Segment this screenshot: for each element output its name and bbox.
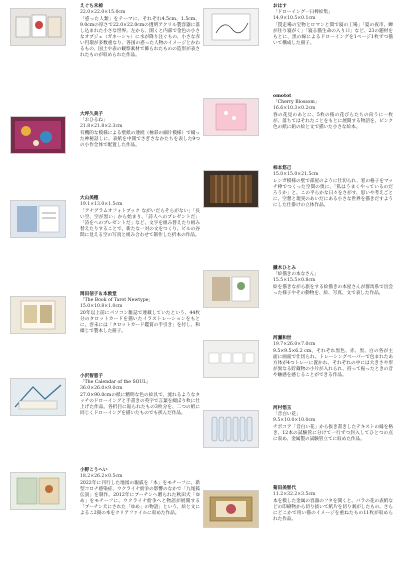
entry-text <box>273 4 393 47</box>
artist-name: えぐち未椋 <box>80 4 103 9</box>
description: 9.5×9.5×6.2 cm、それぞれ黒色、赤、黒、白の各が主面に画面で仕切られ、トレーシングペーパーで包まれたあ方体が4つトレーに置かれ、それぞれの中には大きさや形が異なる貯蔵物の小片が入れられ、持って振ったときの音や触感を感じることができる作品。 <box>273 348 393 378</box>
entry-text <box>273 336 393 379</box>
entry-text <box>80 112 200 149</box>
entry-text <box>80 468 200 517</box>
dimensions: 14.9×10.5×0.1cm <box>273 16 316 22</box>
dimensions: 21.8×21.8×2.3cm <box>80 124 123 130</box>
dimensions: 16.6×10.3×0.2cm <box>273 106 316 112</box>
dimensions: 11.2×32.2×3.5cm <box>273 492 316 498</box>
description: 絵を描きながら旅をする絵描きの本屋さんが群馬県で出会った様子やその動物を、絵、写真、文で表した作品。 <box>273 284 393 296</box>
description: 有機的な模様による壁紙の連続（極彩の細片模様）で綴った神秘話しに、表紙を中開でさぎさなかたちを表した9つの小作全体で配置した作品。 <box>80 130 200 148</box>
artist-name: おはす <box>273 4 287 9</box>
dimensions: 15.0×15.0×21.5cm <box>273 172 319 178</box>
entry-text <box>273 406 393 443</box>
artist-name: 小野こうへい <box>80 468 108 473</box>
artist-name: 岡田信子＆本敦堂 <box>80 292 117 297</box>
entry-text <box>80 374 200 417</box>
calendar-scroll-image <box>10 378 66 416</box>
entry-text <box>273 486 393 523</box>
entry <box>203 94 393 154</box>
description: 本を模した金属の容器のフタを開くと、バラの花の表紙などの印刷物から切り抜いて紙片を切り剥がしたもの、さらにどこかで用い描のイメージを重ねたもの11枚が収められた作品。 <box>273 498 393 522</box>
tarot-book-image <box>10 296 66 334</box>
white-boxes-image <box>203 340 259 378</box>
artist-name: omotot <box>273 94 292 99</box>
matchstick-room-image <box>203 170 259 208</box>
description: 2022年に刊行した地図の親戚を「本」をモチーフに、新型コロナ感染症、ウクライナ紛争の影響のなかで「九尾狐伝説」を制作。2012年にブーチンへ贈られた秋田犬「ゆめ」をモチーフに、ウクライナ紛争へと物語が展開する「ブーチン犬にされた「ゆめ」の物語」という、絵と文によるこ2冊の本をクリアファイルに収めた作品。 <box>80 480 200 517</box>
artist-name: 河村悟玉 <box>273 406 292 411</box>
dimensions: 22.0×22.0×15.0cm <box>80 10 126 16</box>
drawing-book-image <box>203 8 259 46</box>
work-title: 「ドローイング一日棒絵集」 <box>273 10 333 16</box>
entry <box>10 112 200 178</box>
entry <box>10 4 200 92</box>
description: 「惑った人類」をテーマに、それぞれ4.5cm、1.5cm、9.0cmの厚さで22.0×22.0cmの透明アクリル製容器に落し込まれた小さな世界。左から、開くと内部で金色の小さなオブジェ（ガネーシャ）に水が降り注ぐもの、小さな赤い円環が多数重なり、各国の惑った人物のイメージとかわるもの、国土や表の観察素材で飾られたものの造形が表されたものが収められた作品。 <box>80 16 200 59</box>
work-title: 「The Book of Tarot Newtype」 <box>80 298 153 304</box>
description: 27.0×90.0cmの紙に精明な色の絵具で、流れるようなタッチのドローイングと手書きの英字で言葉を綴ぼり枚に仕上げた作品。各折目に貼られたもの3枚分を、二つの紙に同じくドローイングを描いたものでも挟んだ作品。 <box>80 392 200 416</box>
test-tubes-image <box>203 410 259 448</box>
description: 20年以上前にパソコン雑誌で連載していたという、44枚分のタロットカードを描いたイラストレーションをもとに、巻末には「タロットカード鑑賞の手引き」を付し、和綴じで製本した冊子。 <box>80 310 200 334</box>
work-title: 「おひるね」 <box>80 118 108 124</box>
work-title: 「音白い花」 <box>273 412 301 418</box>
entry <box>10 196 200 272</box>
work-title: 「絵描きの本なさん」 <box>273 272 319 278</box>
entry-text <box>273 166 393 209</box>
entry-text <box>273 94 393 131</box>
entry-text <box>80 4 200 59</box>
entry <box>203 406 393 470</box>
entry-text <box>273 266 393 297</box>
artist-name: 大山美穂 <box>80 196 99 201</box>
entry <box>203 486 393 562</box>
entry <box>203 336 393 408</box>
acrylic-boxes-image <box>10 8 66 46</box>
dimensions: 9.5×10.0×10.0cm <box>273 418 316 424</box>
artist-name: 河瀬和世 <box>273 336 292 341</box>
description: 春の花見のあとに、5枚の桜の花びらたちの向うに一枚が、落ちてはそれたことをもとに展開する物語を、ピンク色の紙に鉛の絵と文で描いた小さな絵本。 <box>273 112 393 130</box>
entry <box>203 4 393 76</box>
clear-file-books-image <box>10 472 66 510</box>
artist-name: 鎌木ひとみ <box>273 266 296 271</box>
metal-box-book-image <box>203 490 259 528</box>
artist-name: 菊田美智代 <box>273 486 296 491</box>
dimensions: 15.5×15.5×0.8cm <box>273 278 316 284</box>
dimensions: 36.0×26.0×9.0cm <box>80 386 123 392</box>
work-title: 「The Calendar of the SOUL」 <box>80 380 151 386</box>
painter-book-image <box>203 270 259 308</box>
entry <box>10 468 200 564</box>
description: 「罠走場の宝物とロマンと間で寝の工場」「夏の夜市、蝉が住り寝がく」「寝る猫生命の入り口」など、23の題材をもとに、黒の線によるドローイングを1ページ1枚ずつ描いて構成した冊子。 <box>273 22 393 46</box>
entry <box>10 292 200 358</box>
dimensions: 18.2×26.2×0.5cm <box>80 474 123 480</box>
description: 「アナグラムオフォトブック ながいだらそらがない」「長い空、空が黒い」から始まり、「詩人へのプレゼントだ」「詩をへのプレゼントだ」など、文字を組み替えたり組み替えたりすることで、新たな一対の文をつくり、ビルの谷間に見える空の写真と組み合わせて制作した折本の作品。 <box>80 208 200 238</box>
artist-name: 小沢智恵子 <box>80 374 103 379</box>
photobook-image <box>10 200 66 238</box>
dimensions: 15.0×10.8×1.0cm <box>80 304 123 310</box>
entry <box>203 166 393 254</box>
description: チボコア「音白い花」から抜き書きしたテキストの縁を格き、12本の試験管に分けて一行ずつ封入してひとつの点に収め、金属製の試験管立てに収めた作品。 <box>273 424 393 442</box>
entry <box>10 374 200 450</box>
entry-text <box>80 196 200 239</box>
work-title: 「Cherry Blossom」 <box>273 100 320 106</box>
entry-text <box>80 292 200 335</box>
entry <box>203 266 393 324</box>
artist-name: 柿本悠己 <box>273 166 292 171</box>
patterned-panel-image <box>10 116 66 154</box>
dimensions: 19.7×26.0×7.0cm <box>273 342 316 348</box>
dimensions: 19.1×13.0×1.5cm <box>80 202 123 208</box>
cherry-book-image <box>203 98 259 136</box>
description: レンガ模様の壁で部屋のように仕切られ、窓の格子をマッチ棒でつくった空間の奥に、「私はうまくやっているのだろうか」と、この平らかな日々をさがす、思いや考えごとに、空想と現実のあいだにある小さな世界を描きだすようにした仕掛けの立体作品。 <box>273 178 393 208</box>
artist-name: 大坪久美子 <box>80 112 103 117</box>
